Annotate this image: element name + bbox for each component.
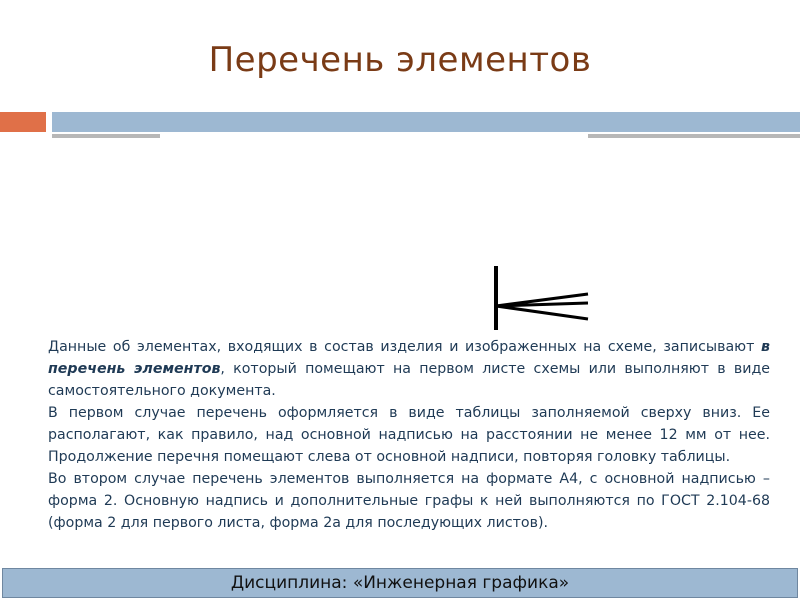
divider-right	[588, 134, 800, 138]
divider-left	[52, 134, 160, 138]
body-text	[48, 336, 770, 568]
paragraph-1-emphasis: в перечень элементов	[48, 339, 770, 377]
accent-bar-orange	[0, 112, 46, 132]
paragraph-1-end: , который помещают на первом листе схемы или выполняют в виде самостоятельного документа.	[48, 361, 770, 399]
paragraph-3: Во втором случае перечень элементов выполняется на формате А4, с основной надписью – форма 2. Основную надпись и дополнительные графы к ней выполняются по ГОСТ 2.104-68 (форма 2 для первого листа, форма 2а для последующих листов).	[48, 471, 770, 531]
fan-out-symbol-icon	[488, 262, 592, 334]
paragraph-1-start: Данные об элементах, входящих в состав изделия и изображенных на схеме, записывают	[48, 339, 762, 355]
paragraph-1	[48, 336, 770, 402]
footer-discipline: Дисциплина: «Инженерная графика»	[2, 568, 798, 598]
slide-title: Перечень элементов	[208, 40, 592, 80]
accent-bar-blue	[52, 112, 800, 132]
paragraph-2: В первом случае перечень оформляется в виде таблицы заполняемой сверху вниз. Ее располагают, как правило, над основной надписью на расстоянии не менее 12 мм от нее. Продолжение перечня помещают слева от основной надписи, повторяя головку таблицы.	[48, 405, 770, 465]
